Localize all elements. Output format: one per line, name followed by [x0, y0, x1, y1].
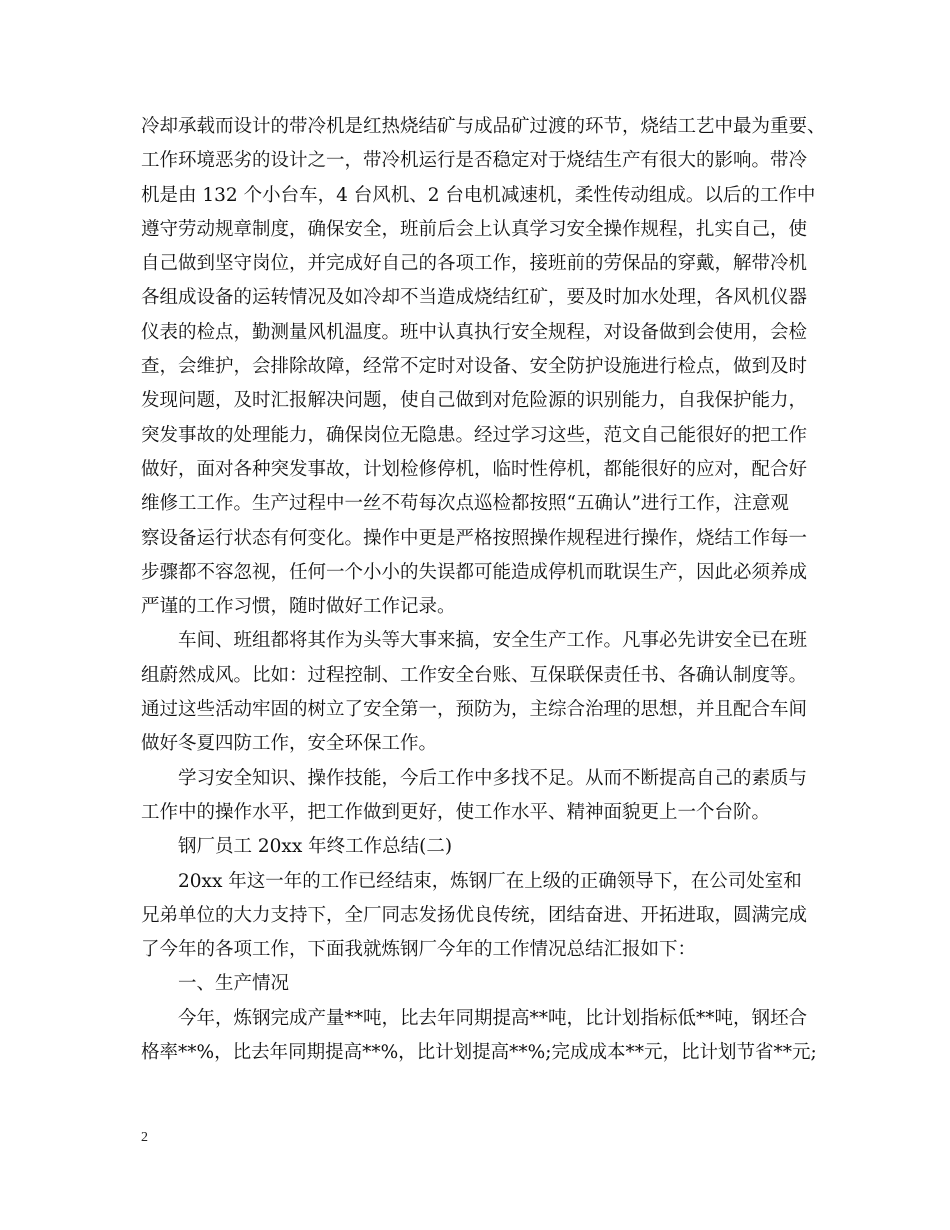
body-text	[141, 110, 826, 1070]
page-number: 2	[141, 1130, 148, 1145]
text-line: 做好冬夏四防工作，安全环保工作。	[141, 733, 438, 755]
text-line: 严谨的工作习惯，随时做好工作记录。	[141, 596, 456, 618]
text-line: 通过这些活动牢固的树立了安全第一，预防为，主综合治理的思想，并且配合车间	[141, 699, 808, 721]
text-line: 机是由 132 个小台车，4 台风机、2 台电机减速机，柔性传动组成。以后的工作中	[141, 184, 816, 206]
text-line: 仪表的检点，勤测量风机温度。班中认真执行安全规程，对设备做到会使用，会检	[141, 321, 808, 343]
text-line: 步骤都不容忽视，任何一个小小的失误都可能造成停机而耽误生产，因此必须养成	[141, 561, 808, 583]
section-heading: 钢厂员工 20xx 年终工作总结(二)	[141, 836, 453, 858]
text-line: 察设备运行状态有何变化。操作中更是严格按照操作规程进行操作，烧结工作每一	[141, 527, 808, 549]
text-line: 今年，炼钢完成产量**吨，比去年同期提高**吨，比计划指标低**吨，钢坯合	[141, 1007, 808, 1029]
text-line: 工作中的操作水平，把工作做到更好，使工作水平、精神面貌更上一个台阶。	[141, 801, 771, 823]
section-heading: 一、生产情况	[141, 973, 290, 995]
text-line: 各组成设备的运转情况及如冷却不当造成烧结红矿，要及时加水处理，各风机仪器	[141, 287, 808, 309]
text-line: 遵守劳动规章制度，确保安全，班前后会上认真学习安全操作规程，扎实自己，使	[141, 218, 808, 240]
text-line: 20xx 年这一年的工作已经结束，炼钢厂在上级的正确领导下，在公司处室和	[141, 870, 802, 892]
text-line: 做好，面对各种突发事故，计划检修停机，临时性停机，都能很好的应对，配合好	[141, 458, 808, 480]
document-body	[141, 110, 826, 1070]
text-line: 兄弟单位的大力支持下，全厂同志发扬优良传统，团结奋进、开拓进取，圆满完成	[141, 904, 808, 926]
text-line: 查，会维护，会排除故障，经常不定时对设备、安全防护设施进行检点，做到及时	[141, 356, 808, 378]
text-line: 维修工工作。生产过程中一丝不苟每次点巡检都按照“五确认”进行工作，注意观	[141, 493, 789, 515]
text-line: 组蔚然成风。比如：过程控制、工作安全台账、互保联保责任书、各确认制度等。	[141, 664, 808, 686]
text-line: 发现问题，及时汇报解决问题，使自己做到对危险源的识别能力，自我保护能力，	[141, 390, 808, 412]
text-line: 学习安全知识、操作技能，今后工作中多找不足。从而不断提高自己的素质与	[141, 767, 808, 789]
text-line: 格率**%，比去年同期提高**%，比计划提高**%;完成成本**元，比计划节省**元;	[141, 1042, 817, 1064]
text-line: 冷却承载而设计的带冷机是红热烧结矿与成品矿过渡的环节，烧结工艺中最为重要、	[141, 116, 826, 137]
text-line: 车间、班组都将其作为头等大事来搞，安全生产工作。凡事必先讲安全已在班	[141, 630, 808, 652]
text-line: 自己做到坚守岗位，并完成好自己的各项工作，接班前的劳保品的穿戴，解带冷机	[141, 253, 808, 275]
text-line: 突发事故的处理能力，确保岗位无隐患。经过学习这些，范文自己能很好的把工作	[141, 424, 808, 446]
text-line: 了今年的各项工作，下面我就炼钢厂今年的工作情况总结汇报如下：	[141, 939, 697, 961]
text-line: 工作环境恶劣的设计之一，带冷机运行是否稳定对于烧结生产有很大的影响。带冷	[141, 150, 808, 172]
